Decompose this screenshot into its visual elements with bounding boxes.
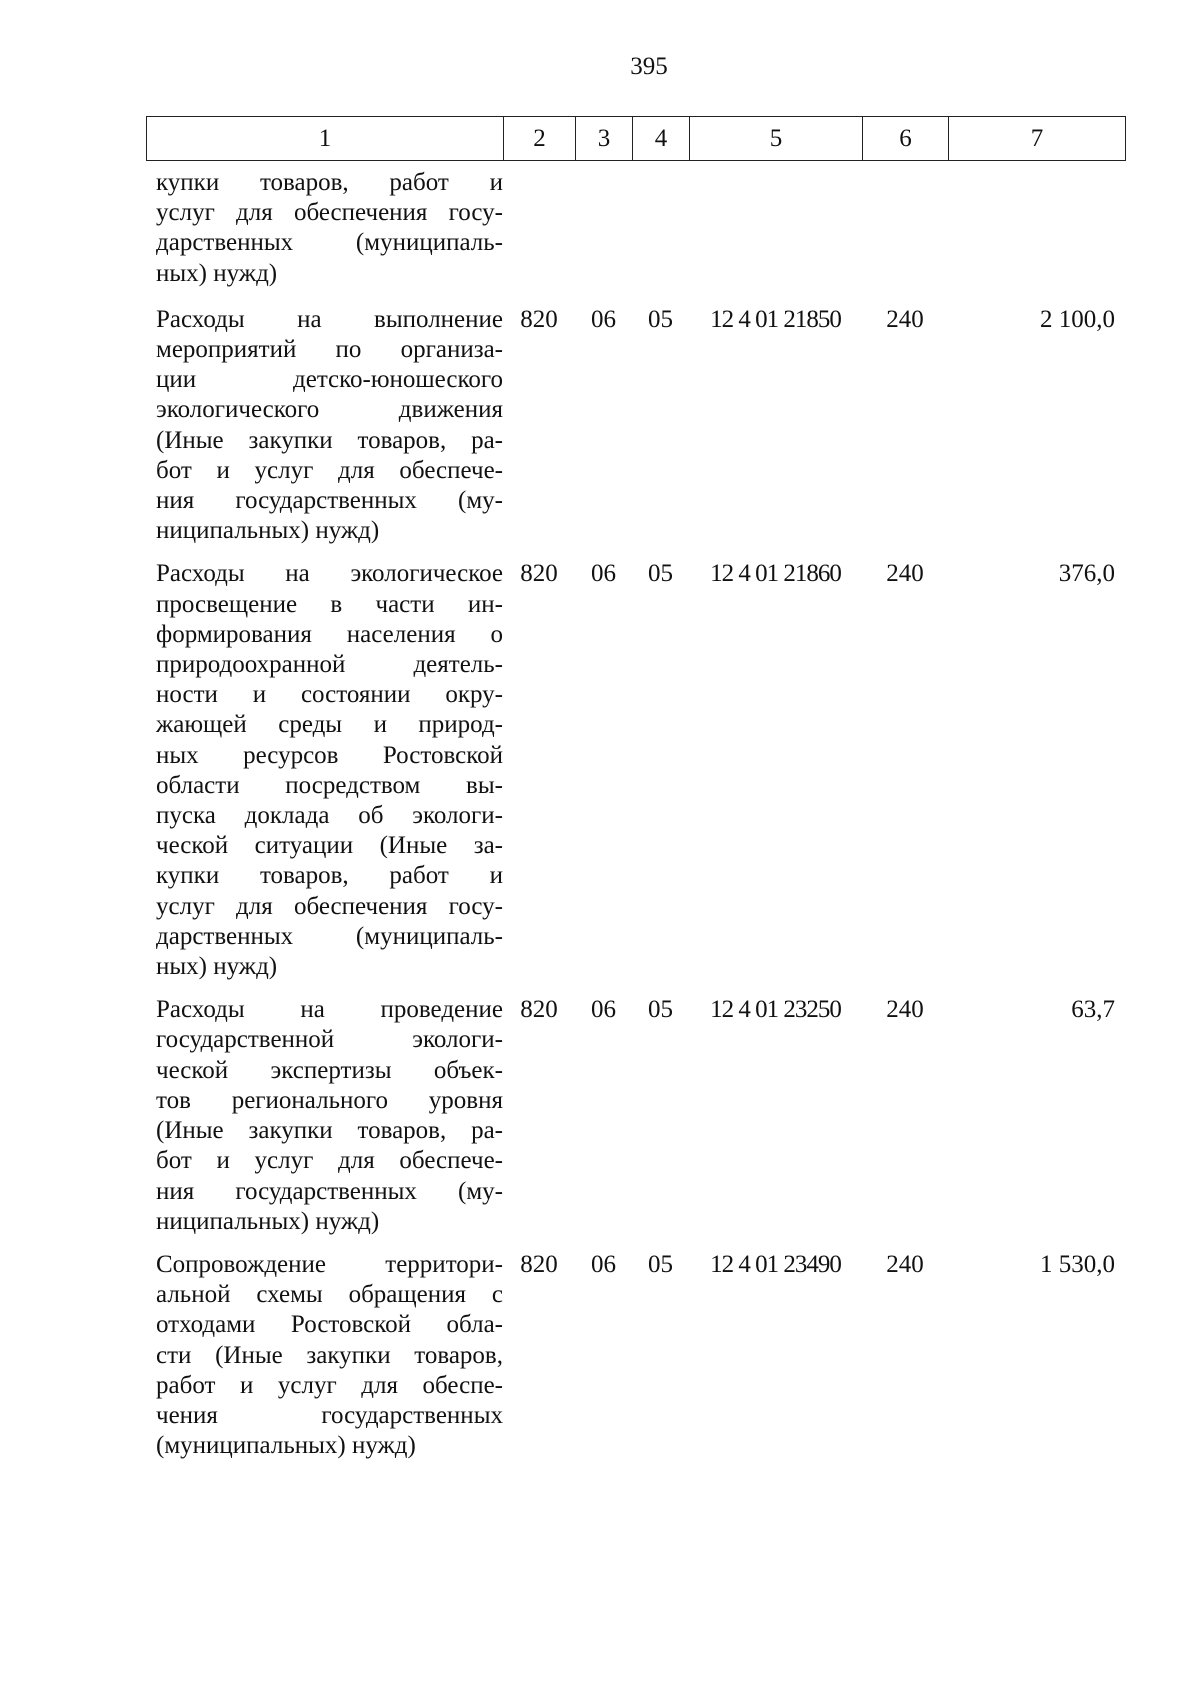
row-ministry-code: 820 [520, 305, 558, 333]
description-line: ных) нужд) [156, 259, 278, 287]
description-line: дарственных (муниципаль- [156, 229, 503, 257]
row-expense-type: 240 [886, 1250, 924, 1278]
description-line: Расходы на проведение [156, 996, 503, 1024]
description-line: природоохранной деятель- [156, 651, 503, 679]
row-target-code: 12 4 01 23250 [710, 996, 841, 1024]
description-line: ния государственных (му- [156, 487, 503, 515]
description-line: тов регионального уровня [156, 1086, 503, 1114]
description-line: ных ресурсов Ростовской [156, 741, 503, 769]
description-line: бот и услуг для обеспече- [156, 1147, 503, 1175]
row-subsection-code: 05 [648, 560, 673, 588]
description-line: альной схемы обращения с [156, 1281, 503, 1309]
table-row [146, 1250, 1125, 1461]
description-line: купки товаров, работ и [156, 862, 503, 890]
column-header-5: 5 [690, 117, 863, 161]
description-line: Сопровождение территори- [156, 1250, 503, 1278]
description-line: государственной экологи- [156, 1026, 503, 1054]
description-line: пуска доклада об экологи- [156, 802, 503, 830]
description-line: ческой ситуации (Иные за- [156, 832, 503, 860]
description-line: чения государственных [156, 1401, 503, 1429]
description-line: ности и состоянии окру- [156, 681, 503, 709]
row-expense-type: 240 [886, 305, 924, 333]
row-amount: 1 530,0 [1040, 1250, 1115, 1278]
row-amount: 376,0 [1058, 560, 1115, 588]
description-line: экологического движения [156, 396, 503, 424]
description-line: просвещение в части ин- [156, 590, 503, 618]
description-line: дарственных (муниципаль- [156, 922, 503, 950]
description-line: жающей среды и природ- [156, 711, 503, 739]
row-expense-type: 240 [886, 560, 924, 588]
description-line: ных) нужд) [156, 953, 278, 981]
description-line: работ и услуг для обеспе- [156, 1371, 503, 1399]
description-line: купки товаров, работ и [156, 169, 503, 196]
table-body [146, 168, 1125, 1474]
column-header-table [146, 116, 1126, 161]
page-number: 395 [630, 53, 668, 80]
table-row [146, 559, 1125, 982]
column-header-7: 7 [949, 117, 1126, 161]
description-line: услуг для обеспечения госу- [156, 199, 503, 227]
description-line: бот и услуг для обеспече- [156, 456, 503, 484]
description-line: сти (Иные закупки товаров, [156, 1341, 503, 1369]
row-section-code: 06 [591, 560, 616, 588]
description-line: Расходы на выполнение [156, 305, 503, 333]
table-row [146, 168, 1125, 289]
description-line: ниципальных) нужд) [156, 1207, 380, 1235]
column-header-1: 1 [147, 117, 504, 161]
description-line: мероприятий по организа- [156, 336, 503, 364]
row-section-code: 06 [591, 1250, 616, 1278]
description-line: Расходы на экологическое [156, 560, 503, 588]
row-ministry-code: 820 [520, 1250, 558, 1278]
table-row [146, 995, 1125, 1237]
description-line: (муниципальных) нужд) [156, 1432, 416, 1460]
description-line: (Иные закупки товаров, ра- [156, 1117, 503, 1145]
row-target-code: 12 4 01 23490 [710, 1250, 841, 1278]
description-line: ции детско-юношеского [156, 366, 503, 394]
description-line: ниципальных) нужд) [156, 517, 380, 545]
row-amount: 2 100,0 [1040, 305, 1115, 333]
row-description [146, 168, 503, 289]
description-line: формирования населения о [156, 620, 503, 648]
row-target-code: 12 4 01 21860 [710, 560, 841, 588]
column-header-2: 2 [504, 117, 576, 161]
column-header-4: 4 [633, 117, 690, 161]
row-expense-type: 240 [886, 996, 924, 1024]
description-line: отходами Ростовской обла- [156, 1311, 503, 1339]
row-section-code: 06 [591, 996, 616, 1024]
row-amount: 63,7 [1071, 996, 1115, 1024]
row-description [146, 559, 503, 982]
row-subsection-code: 05 [648, 996, 673, 1024]
description-line: ния государственных (му- [156, 1177, 503, 1205]
column-header-3: 3 [576, 117, 633, 161]
column-header-row [147, 117, 1126, 161]
description-line: (Иные закупки товаров, ра- [156, 426, 503, 454]
description-line: области посредством вы- [156, 771, 503, 799]
row-subsection-code: 05 [648, 1250, 673, 1278]
column-header-6: 6 [863, 117, 949, 161]
table-row [146, 305, 1125, 547]
row-description [146, 1250, 503, 1461]
row-section-code: 06 [591, 305, 616, 333]
description-line: ческой экспертизы объек- [156, 1056, 503, 1084]
row-ministry-code: 820 [520, 560, 558, 588]
description-line: услуг для обеспечения госу- [156, 892, 503, 920]
row-description [146, 305, 503, 547]
row-description [146, 995, 503, 1237]
row-target-code: 12 4 01 21850 [710, 305, 841, 333]
row-subsection-code: 05 [648, 305, 673, 333]
row-ministry-code: 820 [520, 996, 558, 1024]
